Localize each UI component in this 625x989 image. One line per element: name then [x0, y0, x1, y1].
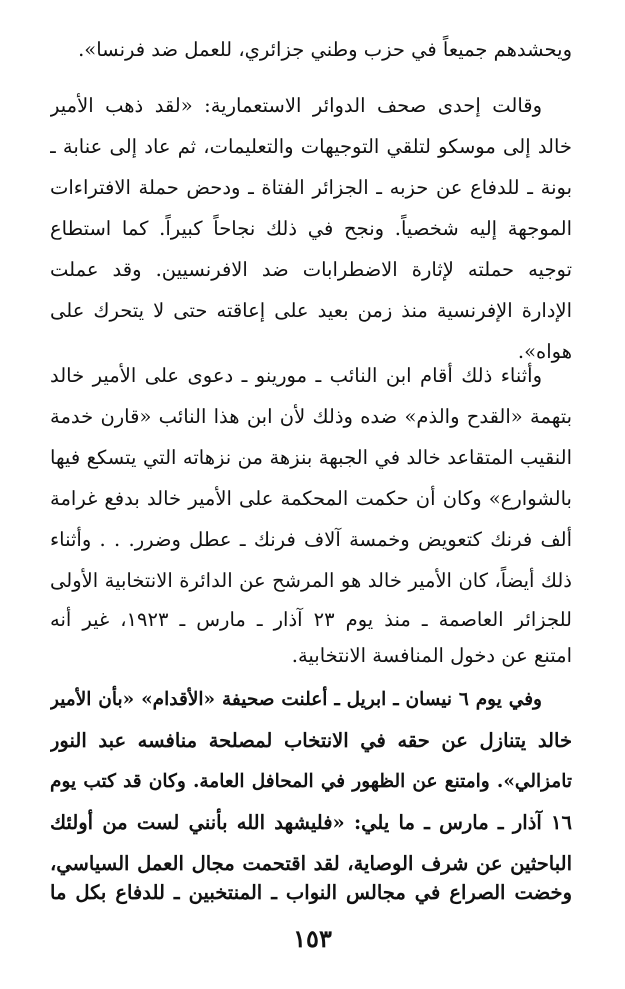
text-line: ١٦ آذار ـ مارس ـ ما يلي: «فليشهد الله بأنني لست من أولئك [50, 811, 572, 834]
text-line: الموجهة إليه شخصياً. ونجح في ذلك نجاحاً كبيراً. كما استطاع [50, 217, 572, 240]
text-line: الباحثين عن شرف الوصاية، لقد اقتحمت مجال العمل السياسي، [50, 852, 572, 875]
page-number: ١٥٣ [293, 924, 332, 953]
text-line: النقيب المتقاعد خالد في الجبهة بنزهة من نزهاته التي يتسكع فيها [50, 446, 572, 469]
paragraph-first-line: وفي يوم ٦ نيسان ـ ابريل ـ أعلنت صحيفة «الأقدام» «بأن الأمير [50, 689, 542, 710]
text-line: للجزائر العاصمة ـ منذ يوم ٢٣ آذار ـ مارس ـ ١٩٢٣، غير أنه [50, 608, 572, 631]
text-line: خالد إلى موسكو لتلقي التوجيهات والتعليمات، ثم عاد إلى عنابة ـ [50, 135, 572, 158]
text-line: ألف فرنك كتعويض وخمسة آلاف فرنك ـ عطل وضرر. . . وأثناء [50, 528, 572, 551]
text-line: بالشوارع» وكان أن حكمت المحكمة على الأمير خالد بدفع غرامة [50, 487, 572, 510]
text-line: خالد يتنازل عن حقه في الانتخاب لمصلحة منافسه عبد النور [50, 729, 572, 752]
text-line: بونة ـ للدفاع عن حزبه ـ الجزائر الفتاة ـ ودحض حملة الافتراءات [50, 176, 572, 199]
paragraph-first-line: وقالت إحدى صحف الدوائر الاستعمارية: «لقد ذهب الأمير [50, 94, 542, 117]
paragraph-first-line: وأثناء ذلك أقام ابن النائب ـ مورينو ـ دعوى على الأمير خالد [50, 364, 542, 387]
text-line: توجيه حملته لإثارة الاضطرابات ضد الافرنسيين. وقد عملت [50, 258, 572, 281]
text-line: هواه». [517, 340, 572, 363]
text-line: ذلك أيضاً، كان الأمير خالد هو المرشح عن الدائرة الانتخابية الأولى [50, 569, 572, 592]
text-line: بتهمة «القدح والذم» ضده وذلك لأن ابن هذا النائب «قارن خدمة [50, 405, 572, 428]
text-line: تامزالي». وامتنع عن الظهور في المحافل العامة. وكان قد كتب يوم [50, 771, 572, 792]
text-line: وخضت الصراع في مجالس النواب ـ المنتخبين ـ للدفاع بكل ما [50, 881, 572, 904]
text-line: الإدارة الإفرنسية منذ زمن بعيد على إعاقته حتى لا يتحرك على [50, 299, 572, 322]
text-line: امتنع عن دخول المنافسة الانتخابية. [291, 644, 572, 667]
text-line: ويحشدهم جميعاً في حزب وطني جزائري، للعمل ضد فرنسا». [78, 38, 572, 61]
